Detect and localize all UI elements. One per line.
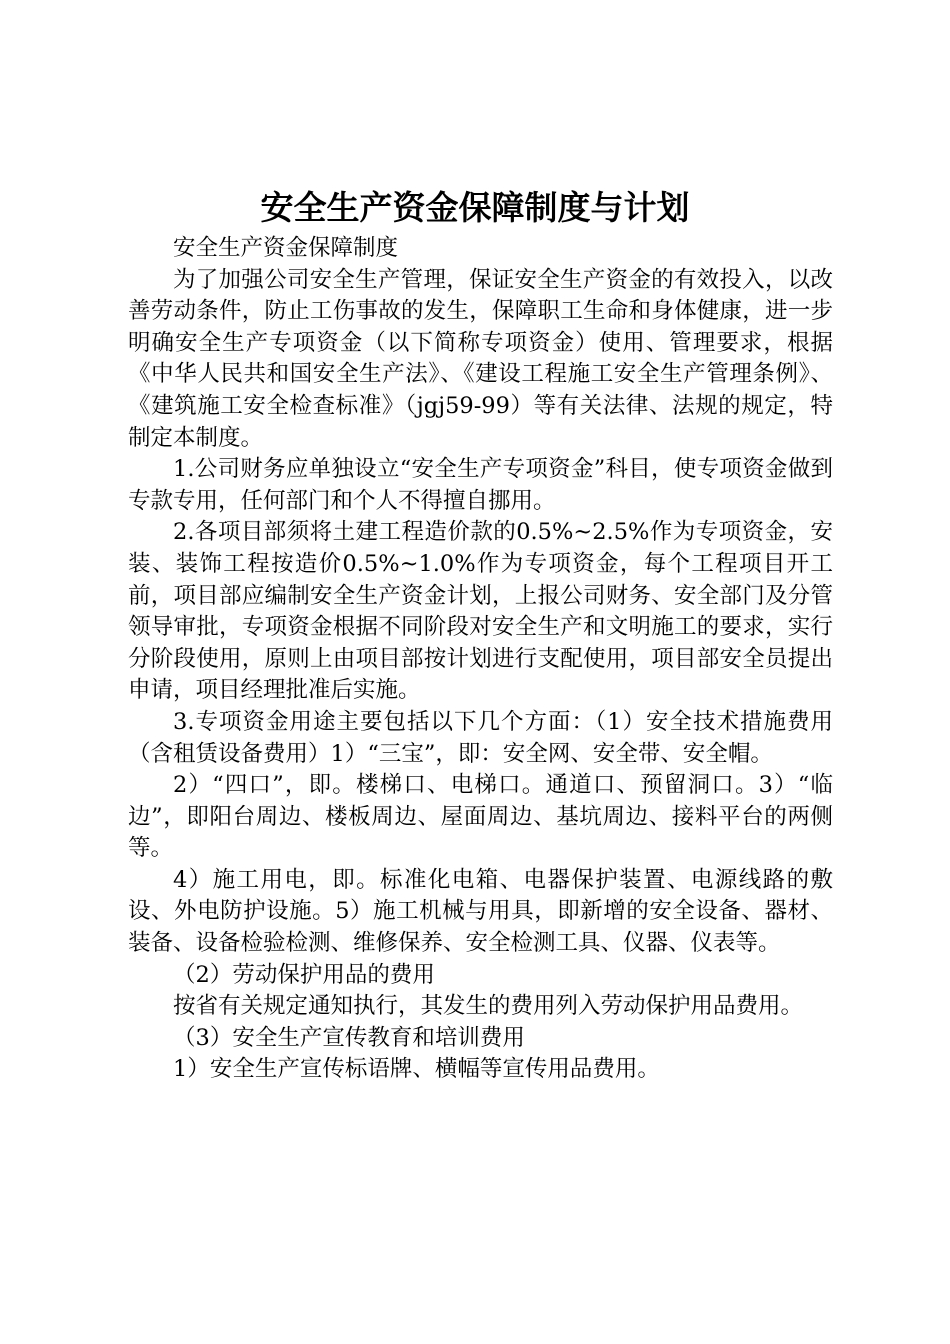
paragraph-training-1: 1）安全生产宣传标语牌、横幅等宣传用品费用。	[173, 1056, 660, 1083]
document-title: 安全生产资金保障制度与计划	[260, 188, 690, 227]
section-heading: 安全生产资金保障制度	[173, 235, 399, 261]
paragraph-labor-protection-heading: （2）劳动保护用品的费用	[173, 961, 435, 988]
paragraph-training-heading: （3）安全生产宣传教育和培训费用	[173, 1024, 525, 1051]
paragraph-item-2: 2.各项目部须将土建工程造价款的0.5%~2.5%作为专项资金，安装、装饰工程按造价0.5%~1.0%作为专项资金，每个工程项目开工前，项目部应编制安全生产资金计划，上报公司财务、安全部门及分管领导审批，专项资金根据不同阶段对安全生产和文明施工的要求，实行分阶段使用，原则上由项目部按计划进行支配使用，项目部安全员提出申请，项目经理批准后实施。	[128, 519, 833, 704]
paragraph-item-3-2: 2）“四口”，即。楼梯口、电梯口。通道口、预留洞口。3）“临边”，即阳台周边、楼板周边、屋面周边、基坑周边、接料平台的两侧等。	[128, 772, 833, 862]
paragraph-labor-protection: 按省有关规定通知执行，其发生的费用列入劳动保护用品费用。	[173, 993, 804, 1020]
paragraph-item-3: 3.专项资金用途主要包括以下几个方面：（1）安全技术措施费用（含租赁设备费用）1）“三宝”，即：安全网、安全带、安全帽。	[128, 708, 833, 767]
document-body	[128, 233, 833, 1086]
paragraph-item-3-4: 4）施工用电，即。标准化电箱、电器保护装置、电源线路的敷设、外电防护设施。5）施工机械与用具，即新增的安全设备、器材、装备、设备检验检测、维修保养、安全检测工具、仪器、仪表等。	[128, 866, 833, 957]
paragraph-intro: 为了加强公司安全生产管理，保证安全生产资金的有效投入，以改善劳动条件，防止工伤事故的发生，保障职工生命和身体健康，进一步明确安全生产专项资金（以下简称专项资金）使用、管理要求，根据《中华人民共和国安全生产法》、《建设工程施工安全生产管理条例》、《建筑施工安全检查标准》（jgj59-99）等有关法律、法规的规定，特制定本制度。	[128, 266, 833, 451]
paragraph-item-1: 1.公司财务应单独设立“安全生产专项资金”科目，使专项资金做到专款专用，任何部门和个人不得擅自挪用。	[128, 456, 833, 514]
